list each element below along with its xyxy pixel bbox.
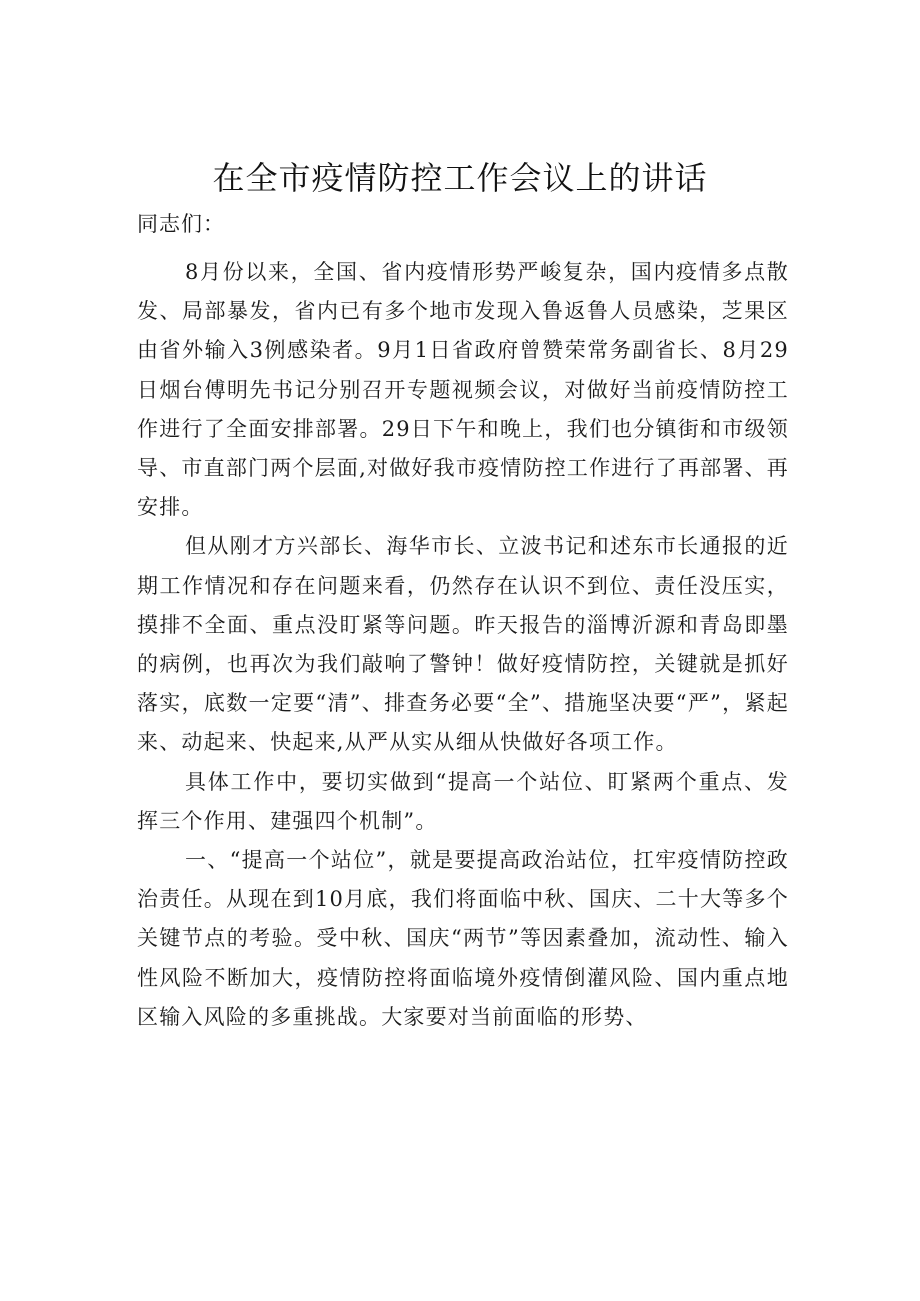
document-title: 在全市疫情防控工作会议上的讲话: [212, 159, 708, 197]
document-body: [137, 253, 789, 1037]
paragraph: 8月份以来，全国、省内疫情形势严峻复杂，国内疫情多点散发、局部暴发，省内已有多个地市发现入鲁返鲁人员感染，芝果区由省外输入3例感染者。9月1日省政府曾赞荣常务副省长、8月29日烟台傅明先书记分别召开专题视频会议，对做好当前疫情防控工作进行了全面安排部署。29日下午和晚上，我们也分镇街和市级领导、市直部门两个层面,对做好我市疫情防控工作进行了再部署、再安排。: [137, 260, 789, 520]
paragraph: 具体工作中，要切实做到“提高一个站位、盯紧两个重点、发挥三个作用、建强四个机制”。: [137, 769, 789, 833]
salutation: 同志们：: [137, 212, 225, 236]
paragraph: 但从刚才方兴部长、海华市长、立波书记和述东市长通报的近期工作情况和存在问题来看，仍然存在认识不到位、责任没压实，摸排不全面、重点没盯紧等问题。昨天报告的淄博沂源和青岛即墨的病例，也再次为我们敲响了警钟！做好疫情防控，关键就是抓好落实，底数一定要“清”、排查务必要“全”、措施坚决要“严”，紧起来、动起来、快起来,从严从实从细从快做好各项工作。: [137, 534, 789, 755]
paragraph: 一、“提高一个站位”，就是要提高政治站位，扛牢疫情防控政治责任。从现在到10月底，我们将面临中秋、国庆、二十大等多个关键节点的考验。受中秋、国庆“两节”等因素叠加，流动性、输入性风险不断加大，疫情防控将面临境外疫情倒灌风险、国内重点地区输入风险的多重挑战。大家要对当前面临的形势、: [137, 848, 789, 1029]
